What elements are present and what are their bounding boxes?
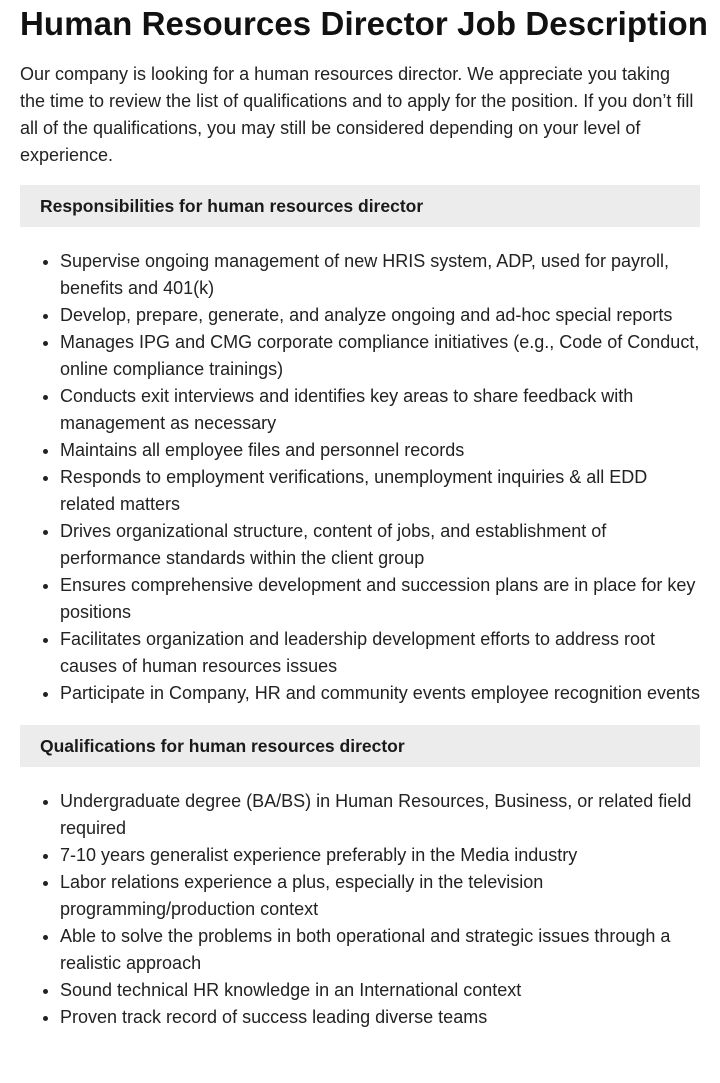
- qualifications-list: [20, 788, 700, 1031]
- responsibility-item: • Drives organizational structure, content of jobs, and establishment of performance standards within the client group: [60, 518, 700, 572]
- responsibilities-heading: Responsibilities for human resources director: [20, 185, 700, 227]
- responsibility-item: • Develop, prepare, generate, and analyze ongoing and ad-hoc special reports: [60, 302, 700, 329]
- intro-paragraph: Our company is looking for a human resources director. We appreciate you taking the time to review the list of qualifications and to apply for the position. If you don’t fill all of the qualifications, you may still be considered depending on your level of experience.: [20, 64, 694, 165]
- responsibility-item: • Facilitates organization and leadership development efforts to address root causes of human resources issues: [60, 626, 700, 680]
- qualification-item: • Labor relations experience a plus, especially in the television programming/production context: [60, 869, 700, 923]
- responsibility-item: • Manages IPG and CMG corporate compliance initiatives (e.g., Code of Conduct, online compliance trainings): [60, 329, 700, 383]
- responsibility-item: • Conducts exit interviews and identifies key areas to share feedback with management as necessary: [60, 383, 700, 437]
- qualification-item: • Undergraduate degree (BA/BS) in Human Resources, Business, or related field required: [60, 788, 700, 842]
- responsibility-item: • Maintains all employee files and personnel records: [60, 437, 700, 464]
- qualification-item: • Able to solve the problems in both operational and strategic issues through a realistic approach: [60, 923, 700, 977]
- responsibility-item: • Responds to employment verifications, unemployment inquiries & all EDD related matters: [60, 464, 700, 518]
- qualifications-heading: Qualifications for human resources director: [20, 725, 700, 767]
- responsibilities-list: [20, 248, 700, 707]
- responsibility-item: • Ensures comprehensive development and succession plans are in place for key positions: [60, 572, 700, 626]
- qualification-item: • 7-10 years generalist experience preferably in the Media industry: [60, 842, 700, 869]
- qualification-item: • Proven track record of success leading diverse teams: [60, 1004, 700, 1031]
- page-title: Human Resources Director Job Description: [20, 5, 709, 42]
- responsibility-item: • Supervise ongoing management of new HRIS system, ADP, used for payroll, benefits and 401(k): [60, 248, 700, 302]
- qualification-item: • Sound technical HR knowledge in an International context: [60, 977, 700, 1004]
- responsibility-item: • Participate in Company, HR and community events employee recognition events: [60, 680, 700, 707]
